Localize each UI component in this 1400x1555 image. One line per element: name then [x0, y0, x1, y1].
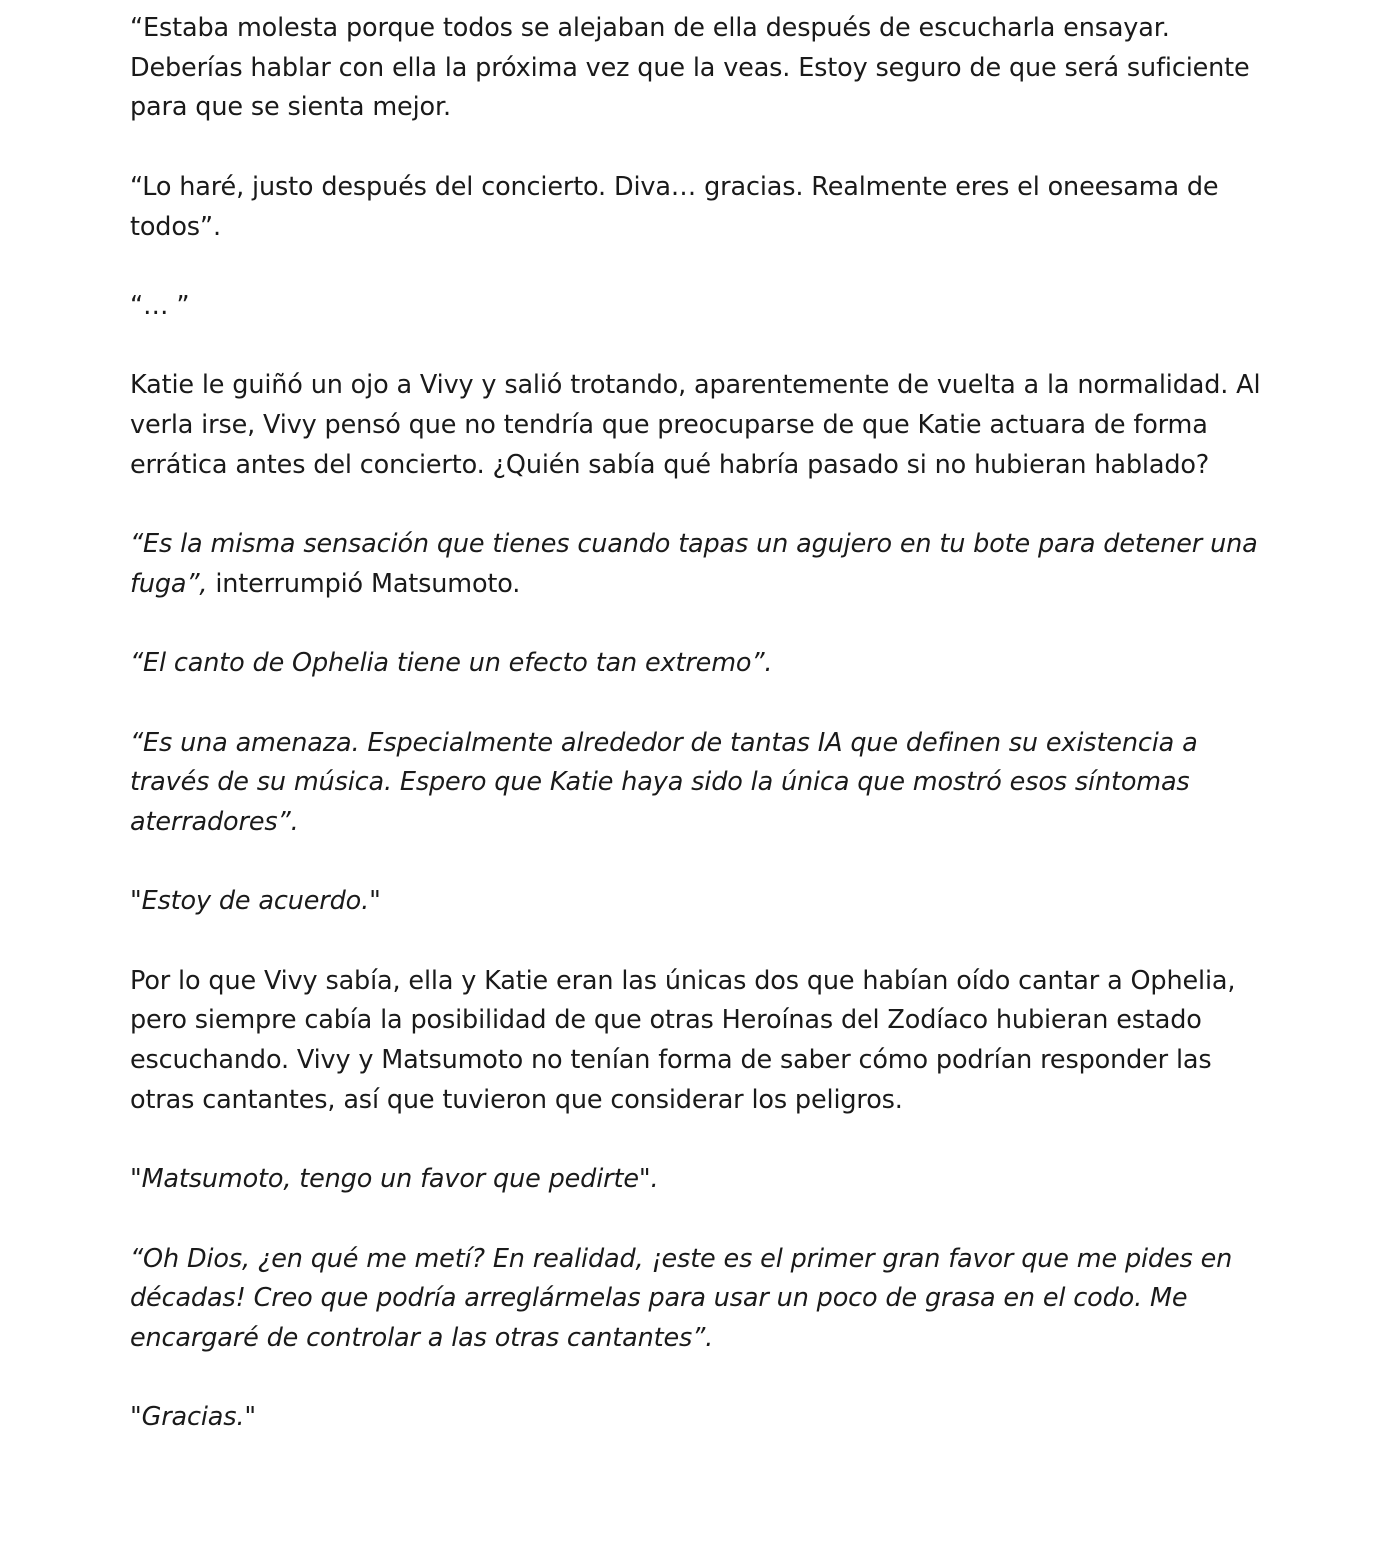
paragraph-10-italic: "Matsumoto, tengo un favor que pedirte".: [130, 1164, 659, 1195]
paragraph-11: [130, 1240, 1280, 1359]
paragraph-6-italic: “El canto de Ophelia tiene un efecto tan extremo”.: [130, 648, 773, 679]
paragraph-3: [130, 287, 1280, 327]
paragraph-7: [130, 724, 1280, 843]
paragraph-1: [130, 9, 1280, 128]
paragraph-8: [130, 882, 1280, 922]
paragraph-6: [130, 644, 1280, 684]
paragraph-10: [130, 1160, 1280, 1200]
document-body: [130, 9, 1280, 1478]
paragraph-2: [130, 168, 1280, 247]
paragraph-5-italic: “Es la misma sensación que tienes cuando tapas un agujero en tu bote para detener una fuga”,: [130, 529, 1258, 599]
paragraph-8-italic: "Estoy de acuerdo.": [130, 886, 381, 917]
paragraph-3-text: “… ”: [130, 290, 190, 321]
paragraph-5: [130, 525, 1280, 604]
paragraph-9-text: Por lo que Vivy sabía, ella y Katie eran las únicas dos que habían oído cantar a Ophelia, pero siempre cabía la posibilidad de que otras Heroínas del Zodíaco hubieran estado escuchando. Vivy y Matsumoto no tenían forma de saber cómo podrían responder las otras cantantes, así que tuvieron que considerar los peligros.: [130, 965, 1236, 1115]
paragraph-7-italic: “Es una amenaza. Especialmente alrededor de tantas IA que definen su existencia a través de su música. Espero que Katie haya sido la única que mostró esos síntomas aterradores”.: [130, 727, 1198, 837]
paragraph-5-text: interrumpió Matsumoto.: [207, 568, 521, 599]
paragraph-4-text: Katie le guiñó un ojo a Vivy y salió trotando, aparentemente de vuelta a la normalidad. Al verla irse, Vivy pensó que no tendría que preocuparse de que Katie actuara de forma errática antes del concierto. ¿Quién sabía qué habría pasado si no hubieran hablado?: [130, 370, 1261, 480]
paragraph-2-text: “Lo haré, justo después del concierto. Diva… gracias. Realmente eres el oneesama de todos”.: [130, 171, 1219, 242]
paragraph-9: [130, 962, 1280, 1121]
paragraph-12: [130, 1398, 1280, 1438]
paragraph-4: [130, 366, 1280, 485]
paragraph-11-italic: “Oh Dios, ¿en qué me metí? En realidad, ¡este es el primer gran favor que me pides en décadas! Creo que podría arreglármelas para usar un poco de grasa en el codo. Me encargaré de controlar a las otras cantantes”.: [130, 1243, 1233, 1354]
paragraph-12-italic: "Gracias.": [130, 1402, 256, 1433]
paragraph-1-text: “Estaba molesta porque todos se alejaban de ella después de escucharla ensayar. Deberías hablar con ella la próxima vez que la veas. Estoy seguro de que será suficiente para que se sienta mejor.: [130, 13, 1250, 123]
